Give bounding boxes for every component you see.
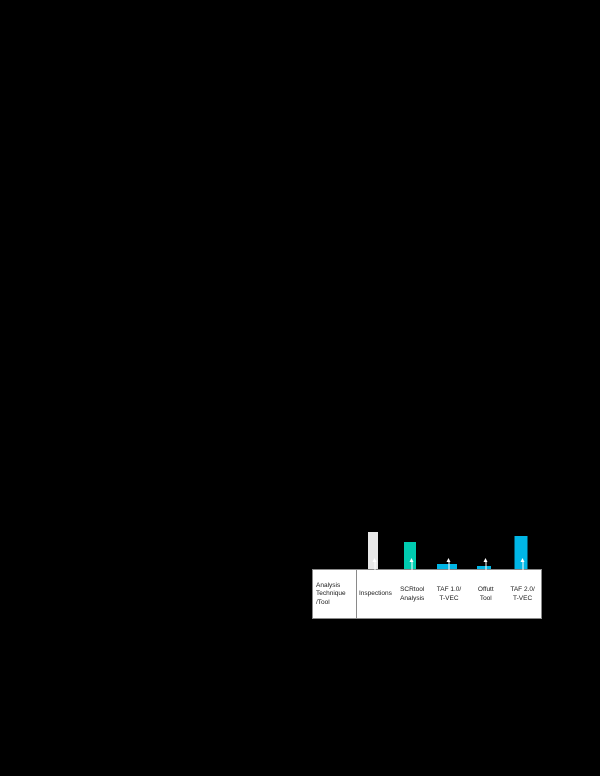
- bar-column-offutt-tool: [467, 480, 501, 569]
- bar-inspections: [368, 532, 378, 569]
- bar-column-taf-2-0-t-vec: [504, 480, 538, 569]
- tick-marker-icon: [448, 561, 449, 570]
- category-label-scrtool-analysis: SCRtool Analysis: [394, 570, 431, 618]
- bar-column-taf-1-0-t-vec: [430, 480, 464, 569]
- chart-plot-area: [312, 480, 544, 569]
- bar-taf-2-0-t-vec: [515, 536, 528, 569]
- bar-column-scrtool-analysis: [393, 480, 427, 569]
- category-label-inspections: Inspections: [357, 570, 394, 618]
- chart-category-label-strip: [312, 569, 542, 619]
- bar-chart: [312, 480, 544, 622]
- bar-column-inspections: [356, 480, 390, 569]
- category-label-taf-2-0-t-vec: TAF 2.0/ T-VEC: [504, 570, 541, 618]
- category-label-taf-1-0-t-vec: TAF 1.0/ T-VEC: [431, 570, 468, 618]
- category-label-offutt-tool: Offutt Tool: [467, 570, 504, 618]
- axis-row-header: Analysis Technique /Tool: [313, 570, 357, 618]
- tick-marker-icon: [485, 561, 486, 570]
- bar-scrtool-analysis: [404, 542, 416, 569]
- tick-marker-icon: [522, 561, 523, 570]
- tick-marker-icon: [375, 561, 376, 570]
- tick-marker-icon: [412, 561, 413, 570]
